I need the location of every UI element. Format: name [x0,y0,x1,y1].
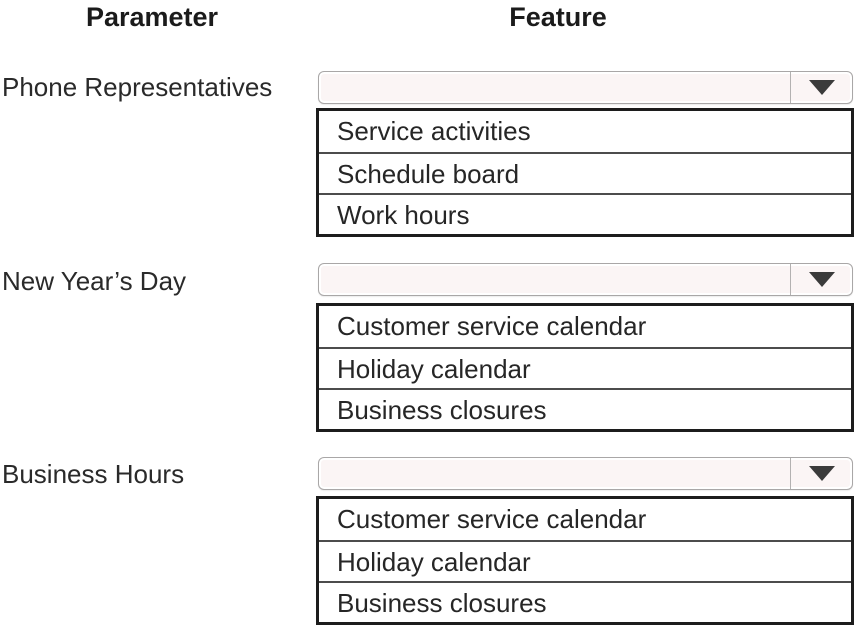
dropdown-arrow-button[interactable] [790,458,852,489]
column-header-parameter: Parameter [85,2,219,32]
feature-dropdown-new-years-day[interactable] [318,263,853,296]
option-item[interactable]: Holiday calendar [319,347,851,388]
option-item[interactable]: Service activities [337,116,531,146]
dropdown-selected-value [319,264,790,295]
option-item[interactable]: Business closures [319,581,851,622]
option-item[interactable]: Customer service calendar [337,504,647,534]
parameter-label-business-hours: Business Hours [2,459,185,489]
chevron-down-icon [809,466,835,481]
option-item[interactable]: Customer service calendar [337,311,647,341]
dropdown-selected-value [319,72,790,103]
option-item[interactable]: Holiday calendar [319,540,851,581]
option-item[interactable]: Business closures [319,388,851,429]
parameter-label-new-years-day: New Year’s Day [2,266,187,296]
parameter-label-phone-representatives: Phone Representatives [2,72,273,102]
column-header-feature: Feature [509,2,607,32]
feature-dropdown-business-hours[interactable] [318,457,853,490]
options-list-phone-representatives [316,108,854,237]
options-list-new-years-day [316,303,854,432]
dropdown-arrow-button[interactable] [790,72,852,103]
option-item[interactable]: Work hours [319,193,851,234]
option-item[interactable]: Schedule board [319,152,851,193]
dropdown-selected-value [319,458,790,489]
options-list-business-hours [316,496,854,625]
feature-dropdown-phone-representatives[interactable] [318,71,853,104]
chevron-down-icon [809,80,835,95]
dropdown-arrow-button[interactable] [790,264,852,295]
chevron-down-icon [809,272,835,287]
